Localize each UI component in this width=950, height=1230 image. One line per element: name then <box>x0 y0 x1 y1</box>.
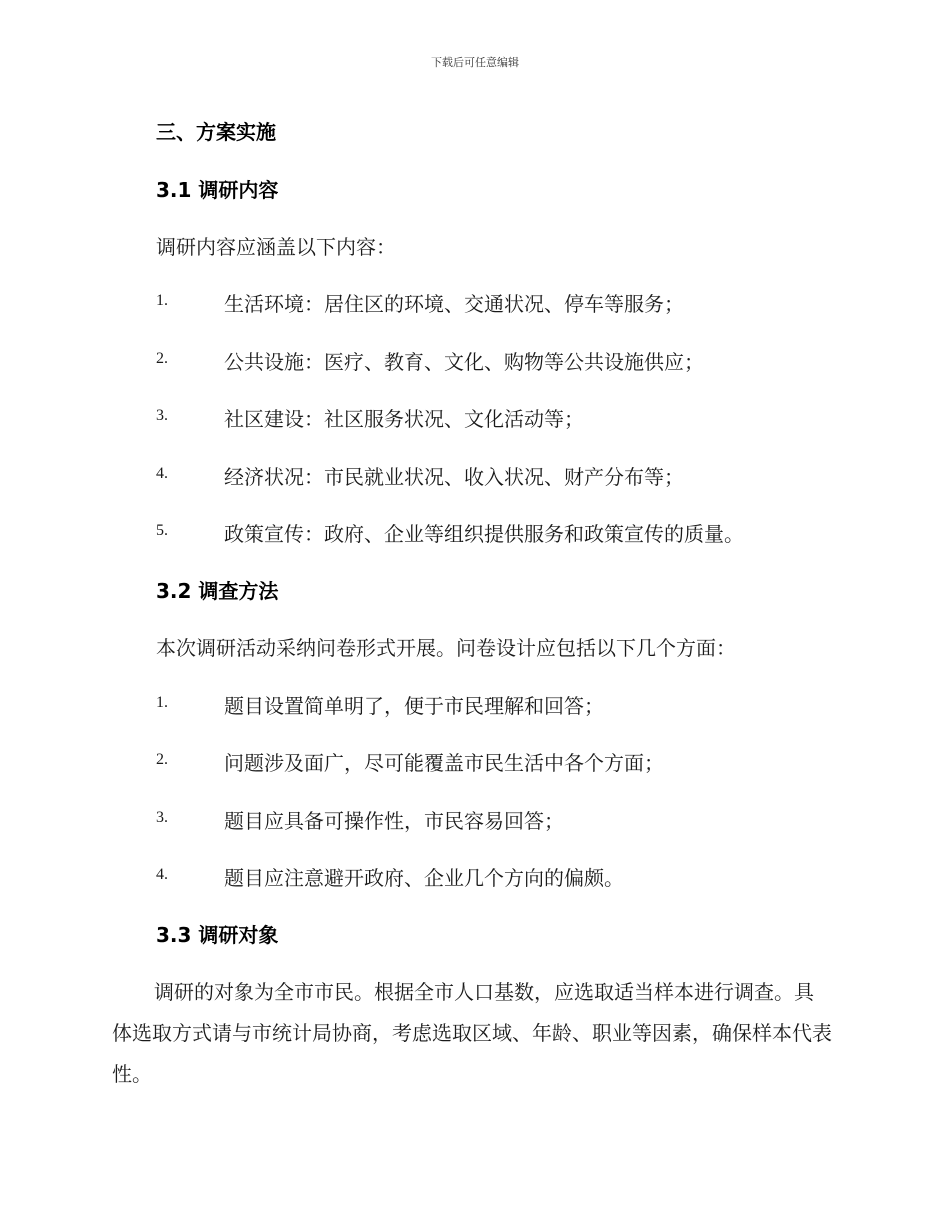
subsection-intro-3-2: 本次调研活动采纳问卷形式开展。问卷设计应包括以下几个方面： <box>156 636 736 660</box>
list-item-number: 4. <box>156 465 168 482</box>
subsection-intro-3-1: 调研内容应涵盖以下内容： <box>156 235 396 259</box>
subsection-title-3-3: 3.3 调研对象 <box>156 923 279 947</box>
list-item-text: 题目设置简单明了，便于市民理解和回答； <box>224 694 604 718</box>
list-item-text: 政策宣传：政府、企业等组织提供服务和政策宣传的质量。 <box>224 522 744 546</box>
list-item-number: 3. <box>156 407 168 424</box>
body-paragraph-text: 调研的对象为全市市民。根据全市人口基数，应选取适当样本进行调查。具体选取方式请与市统计局协商，考虑选取区域、年龄、职业等因素，确保样本代表性。 <box>112 980 832 1086</box>
list-item-number: 2. <box>156 350 168 367</box>
list-item-text: 生活环境：居住区的环境、交通状况、停车等服务； <box>224 292 684 316</box>
list-item-number: 3. <box>156 809 168 826</box>
subsection-title-3-2: 3.2 调查方法 <box>156 579 279 603</box>
body-paragraph <box>112 972 832 1095</box>
list-item-text: 公共设施：医疗、教育、文化、购物等公共设施供应； <box>224 350 704 374</box>
list-item-number: 4. <box>156 866 168 883</box>
list-item-text: 题目应注意避开政府、企业几个方向的偏颇。 <box>224 866 624 890</box>
list-item-text: 问题涉及面广，尽可能覆盖市民生活中各个方面； <box>224 751 664 775</box>
list-item-text: 题目应具备可操作性，市民容易回答； <box>224 809 564 833</box>
header-note: 下载后可任意编辑 <box>431 56 519 69</box>
list-item-text: 经济状况：市民就业状况、收入状况、财产分布等； <box>224 465 684 489</box>
list-item-number: 5. <box>156 522 168 539</box>
section-title: 三、方案实施 <box>156 120 276 144</box>
list-item-text: 社区建设：社区服务状况、文化活动等； <box>224 407 584 431</box>
list-item-number: 2. <box>156 751 168 768</box>
list-item-number: 1. <box>156 694 168 711</box>
list-item-number: 1. <box>156 292 168 309</box>
subsection-title-3-1: 3.1 调研内容 <box>156 178 279 202</box>
